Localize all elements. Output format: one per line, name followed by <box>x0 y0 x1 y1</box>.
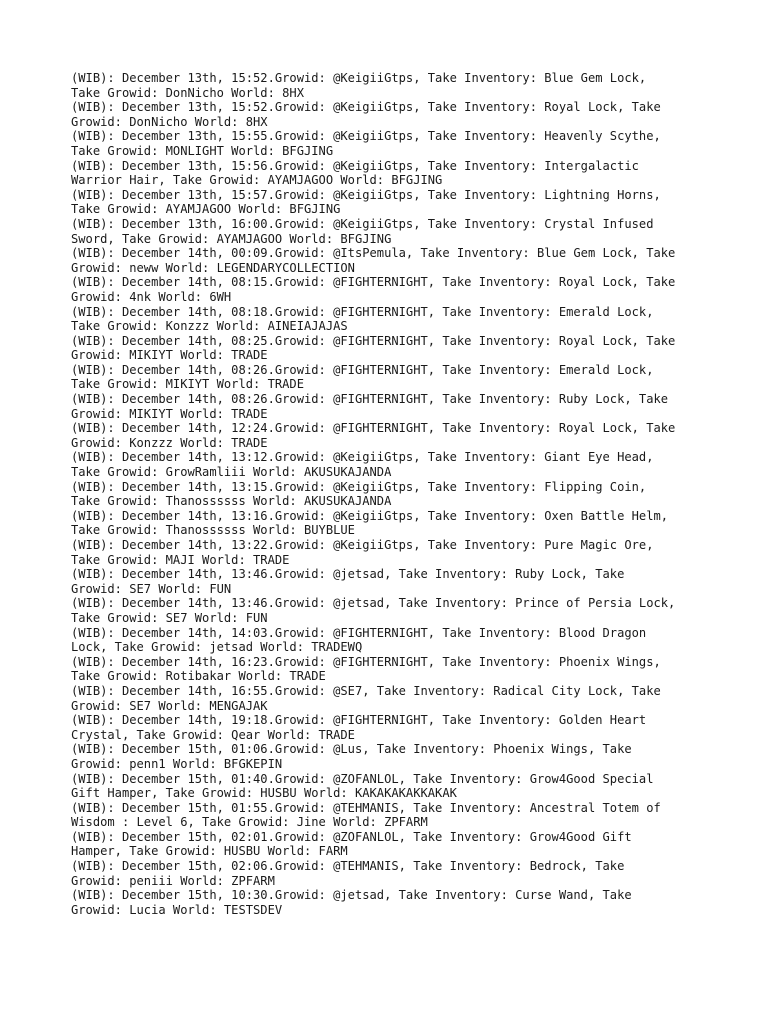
log-entry-line: (WIB): December 13th, 15:55.Growid: @KeigiiGtps, Take Inventory: Heavenly Scythe, <box>71 129 661 144</box>
log-entry-line: (WIB): December 15th, 01:06.Growid: @Lus, Take Inventory: Phoenix Wings, Take <box>71 742 632 757</box>
log-entry-line: (WIB): December 14th, 13:12.Growid: @KeigiiGtps, Take Inventory: Giant Eye Head, <box>71 450 654 465</box>
log-entry-line: (WIB): December 14th, 00:09.Growid: @ItsPemula, Take Inventory: Blue Gem Lock, Take <box>71 246 676 261</box>
log-entry-line: (WIB): December 13th, 15:52.Growid: @KeigiiGtps, Take Inventory: Blue Gem Lock, <box>71 71 647 85</box>
log-entry-continuation: Gift Hamper, Take Growid: HUSBU World: KAKAKAKAKKAKAK <box>71 786 457 801</box>
log-entry-line: (WIB): December 13th, 16:00.Growid: @KeigiiGtps, Take Inventory: Crystal Infused <box>71 216 654 231</box>
log-entry-line: (WIB): December 14th, 13:22.Growid: @KeigiiGtps, Take Inventory: Pure Magic Ore, <box>71 538 654 552</box>
log-entry-line: (WIB): December 14th, 13:46.Growid: @jetsad, Take Inventory: Ruby Lock, Take <box>71 567 625 582</box>
log-entry-continuation: Take Growid: MAJI World: TRADE <box>71 552 290 567</box>
log-entry-line: (WIB): December 14th, 19:18.Growid: @FIGHTERNIGHT, Take Inventory: Golden Heart <box>71 713 647 728</box>
log-entry-line: (WIB): December 14th, 14:03.Growid: @FIGHTERNIGHT, Take Inventory: Blood Dragon <box>71 625 647 640</box>
inventory-log <box>71 71 711 917</box>
log-entry-line: (WIB): December 14th, 13:15.Growid: @KeigiiGtps, Take Inventory: Flipping Coin, <box>71 479 647 494</box>
log-entry-continuation: Growid: peniii World: ZPFARM <box>71 873 275 888</box>
log-entry-line: (WIB): December 14th, 08:15.Growid: @FIGHTERNIGHT, Take Inventory: Royal Lock, Take <box>71 275 676 290</box>
log-entry-continuation: Take Growid: Thanossssss World: AKUSUKAJANDA <box>71 494 392 509</box>
log-entry-continuation: Take Growid: Thanossssss World: BUYBLUE <box>71 523 355 538</box>
log-entry-continuation: Growid: 4nk World: 6WH <box>71 289 232 304</box>
log-entry-continuation: Take Growid: GrowRamliii World: AKUSUKAJANDA <box>71 465 392 480</box>
log-entry-continuation: Take Growid: SE7 World: FUN <box>71 610 268 625</box>
log-entry-continuation: Lock, Take Growid: jetsad World: TRADEWQ <box>71 640 363 655</box>
log-entry-line: (WIB): December 13th, 15:56.Growid: @KeigiiGtps, Take Inventory: Intergalactic <box>71 158 639 173</box>
log-entry-continuation: Growid: MIKIYT World: TRADE <box>71 406 268 421</box>
log-entry-continuation: Take Growid: DonNicho World: 8HX <box>71 85 304 100</box>
log-entry-line: (WIB): December 14th, 16:55.Growid: @SE7, Take Inventory: Radical City Lock, Take <box>71 683 661 698</box>
log-entry-line: (WIB): December 14th, 08:26.Growid: @FIGHTERNIGHT, Take Inventory: Ruby Lock, Take <box>71 392 669 407</box>
log-entry-continuation: Growid: neww World: LEGENDARYCOLLECTION <box>71 260 355 275</box>
log-entry-continuation: Growid: Lucia World: TESTSDEV <box>71 902 283 917</box>
log-entry-continuation: Hamper, Take Growid: HUSBU World: FARM <box>71 844 348 859</box>
log-entry-line: (WIB): December 13th, 15:52.Growid: @KeigiiGtps, Take Inventory: Royal Lock, Take <box>71 100 661 115</box>
log-entry-continuation: Growid: SE7 World: FUN <box>71 581 232 596</box>
log-entry-continuation: Growid: penn1 World: BFGKEPIN <box>71 756 283 771</box>
log-entry-continuation: Take Growid: Rotibakar World: TRADE <box>71 669 326 684</box>
log-entry-line: (WIB): December 14th, 12:24.Growid: @FIGHTERNIGHT, Take Inventory: Royal Lock, Take <box>71 421 676 436</box>
log-entry-line: (WIB): December 14th, 08:25.Growid: @FIGHTERNIGHT, Take Inventory: Royal Lock, Take <box>71 333 676 348</box>
log-entry-continuation: Growid: Konzzz World: TRADE <box>71 435 268 450</box>
log-entry-line: (WIB): December 15th, 10:30.Growid: @jetsad, Take Inventory: Curse Wand, Take <box>71 888 632 903</box>
log-entry-continuation: Wisdom : Level 6, Take Growid: Jine World: ZPFARM <box>71 815 428 830</box>
log-entry-continuation: Take Growid: MONLIGHT World: BFGJING <box>71 143 334 158</box>
log-entry-continuation: Take Growid: Konzzz World: AINEIAJAJAS <box>71 319 348 334</box>
log-entry-line: (WIB): December 15th, 02:01.Growid: @ZOFANLOL, Take Inventory: Grow4Good Gift <box>71 829 632 844</box>
log-entry-continuation: Sword, Take Growid: AYAMJAGOO World: BFGJING <box>71 231 392 246</box>
log-entry-line: (WIB): December 15th, 01:55.Growid: @TEHMANIS, Take Inventory: Ancestral Totem of <box>71 800 661 815</box>
log-entry-continuation: Growid: DonNicho World: 8HX <box>71 114 268 129</box>
log-entry-line: (WIB): December 14th, 08:26.Growid: @FIGHTERNIGHT, Take Inventory: Emerald Lock, <box>71 362 654 377</box>
log-entry-continuation: Growid: MIKIYT World: TRADE <box>71 348 268 363</box>
log-entry-line: (WIB): December 13th, 15:57.Growid: @KeigiiGtps, Take Inventory: Lightning Horns, <box>71 187 661 202</box>
log-entry-line: (WIB): December 14th, 08:18.Growid: @FIGHTERNIGHT, Take Inventory: Emerald Lock, <box>71 304 654 319</box>
log-entry-line: (WIB): December 14th, 16:23.Growid: @FIGHTERNIGHT, Take Inventory: Phoenix Wings, <box>71 654 661 669</box>
log-entry-line: (WIB): December 14th, 13:46.Growid: @jetsad, Take Inventory: Prince of Persia Lock, <box>71 596 676 611</box>
log-entry-continuation: Take Growid: MIKIYT World: TRADE <box>71 377 304 392</box>
log-entry-continuation: Growid: SE7 World: MENGAJAK <box>71 698 268 713</box>
log-entry-continuation: Crystal, Take Growid: Qear World: TRADE <box>71 727 355 742</box>
log-entry-continuation: Warrior Hair, Take Growid: AYAMJAGOO World: BFGJING <box>71 173 443 188</box>
log-entry-line: (WIB): December 14th, 13:16.Growid: @KeigiiGtps, Take Inventory: Oxen Battle Helm, <box>71 508 669 523</box>
log-entry-line: (WIB): December 15th, 02:06.Growid: @TEHMANIS, Take Inventory: Bedrock, Take <box>71 859 625 874</box>
log-entry-continuation: Take Growid: AYAMJAGOO World: BFGJING <box>71 202 341 217</box>
log-entry-line: (WIB): December 15th, 01:40.Growid: @ZOFANLOL, Take Inventory: Grow4Good Special <box>71 771 654 786</box>
